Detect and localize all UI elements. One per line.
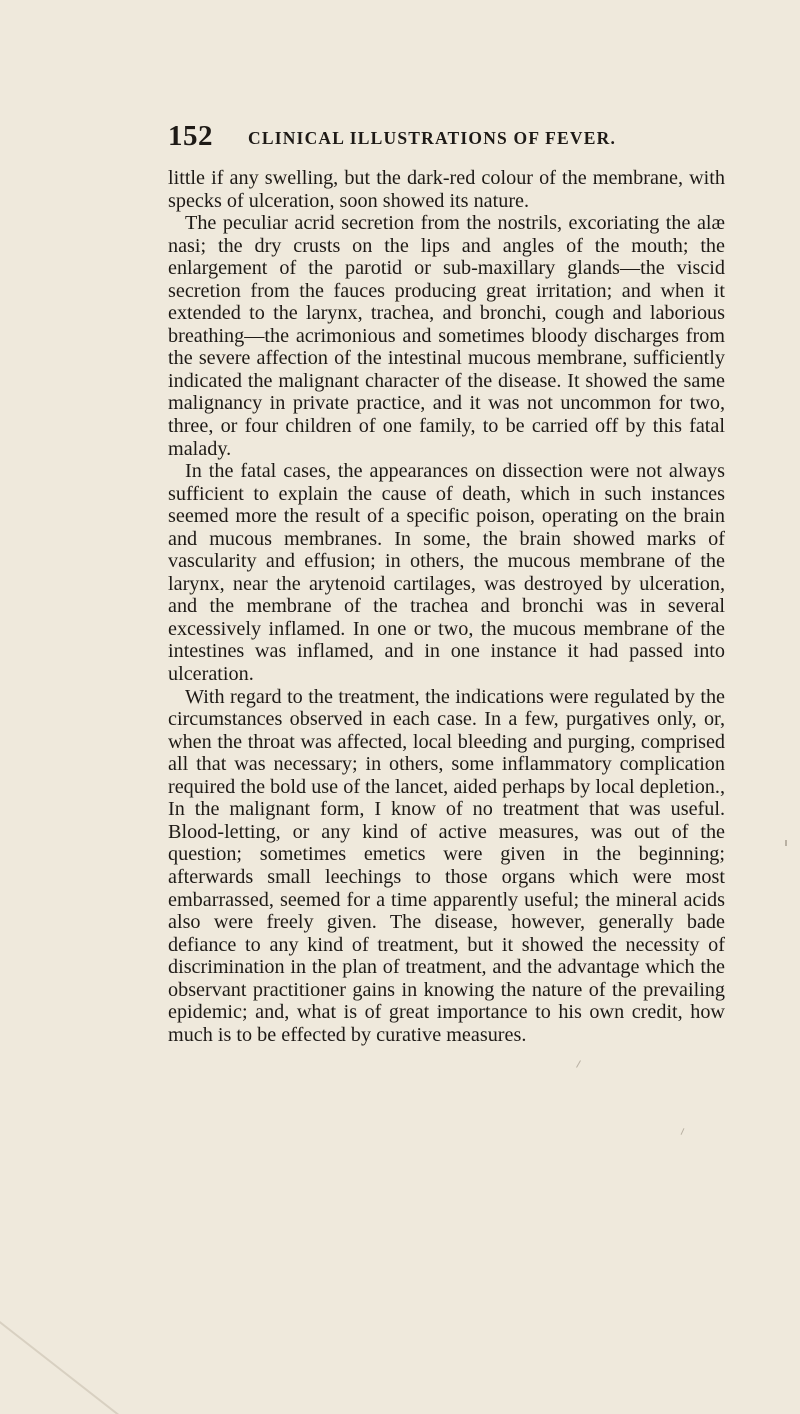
paragraph-treatment: With regard to the treatment, the indications were regulated by the circumstances observed in each case. In a few, purgatives only, or, when the throat was affected, local bleeding and purging, comprised all that was necessary; in others, some inflammatory complication required the bold use of the lancet, aided perhaps by local depletion., In the malignant form, I know of no treatment that was useful. Blood-letting, or any kind of active measures, was out of the question; sometimes emetics were given in the beginning; afterwards small leechings to those organs which were most embarrassed, seemed for a time apparently useful; the mineral acids also were freely given. The disease, however, generally bade defiance to any kind of treatment, but it showed the necessity of discrimination in the plan of treatment, and the advantage which the observant practitioner gains in knowing the nature of the prevailing epidemic; and, what is of great importance to his own credit, how much is to be effected by curative measures. [168,685,725,1046]
body-text [168,167,725,1046]
paragraph-dissection: In the fatal cases, the appearances on dissection were not always sufficient to explain the cause of death, which in such instances seemed more the result of a specific poison, operating on the brain and mucous membranes. In some, the brain showed marks of vascularity and effusion; in others, the mucous membrane of the larynx, near the arytenoid cartilages, was destroyed by ulceration, and the membrane of the trachea and bronchi was in several excessively inflamed. In one or two, the mucous membrane of the intestines was inflamed, and in one instance it had passed into ulceration. [168,460,725,686]
page-number: 152 [168,120,213,152]
paper-speck [576,1060,581,1067]
paragraph-continued: little if any swelling, but the dark-red colour of the membrane, with specks of ulceration, soon showed its nature. [168,167,725,212]
running-head [168,120,728,156]
paper-speck [681,1128,685,1135]
paragraph-symptoms: The peculiar acrid secretion from the nostrils, excoriating the alæ nasi; the dry crusts on the lips and angles of the mouth; the enlargement of the parotid or sub-maxillary glands—the viscid secretion from the fauces producing great irritation; and when it extended to the larynx, trachea, and bronchi, cough and laborious breathing—the acrimonious and sometimes bloody discharges from the severe affection of the intestinal mucous membrane, sufficiently indicated the malignant character of the disease. It showed the same malignancy in private practice, and it was not uncommon for two, three, or four children of one family, to be carried off by this fatal malady. [168,212,725,460]
running-head-title: CLINICAL ILLUSTRATIONS OF FEVER. [248,128,617,148]
paper-speck [785,840,787,846]
page-crease [0,1290,165,1414]
